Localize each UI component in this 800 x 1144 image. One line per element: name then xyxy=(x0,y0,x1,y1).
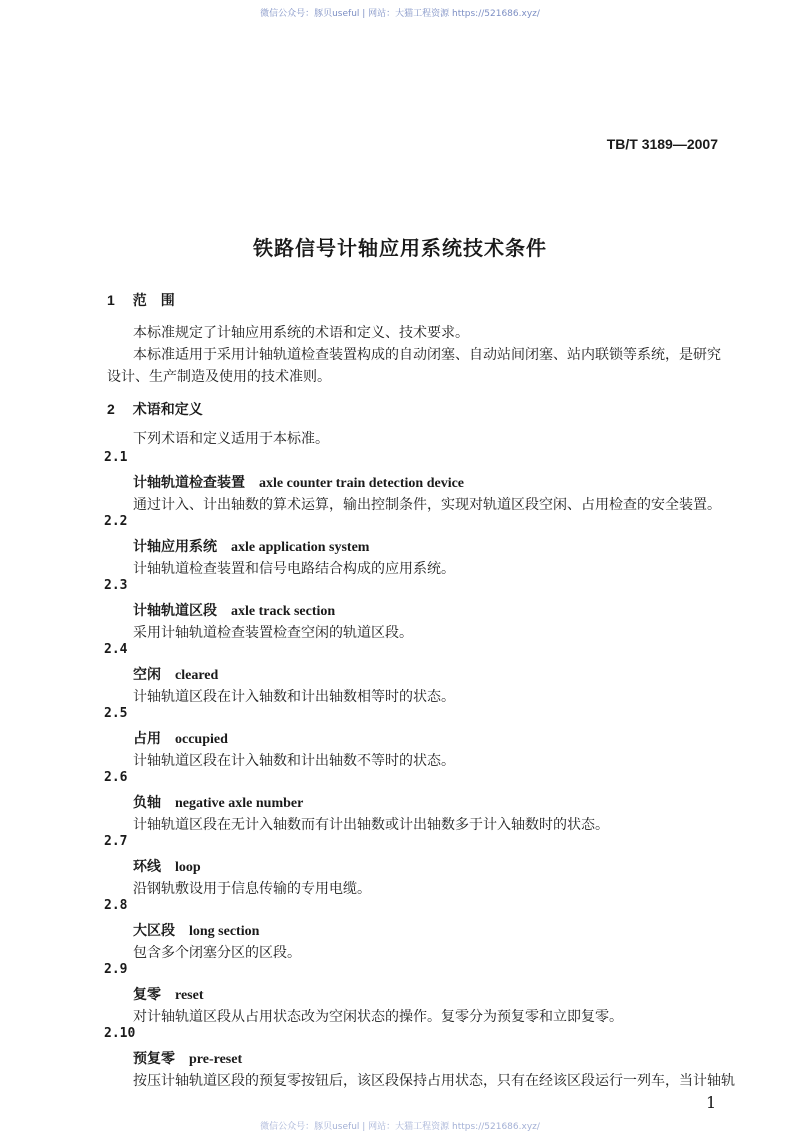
term-number: 2.8 xyxy=(104,898,128,913)
term-heading xyxy=(133,728,228,748)
term-entry xyxy=(0,706,800,770)
term-definition: 计轴轨道检查装置和信号电路结合构成的应用系统。 xyxy=(133,561,455,577)
term-number: 2.3 xyxy=(104,578,128,593)
page-number: 1 xyxy=(706,1093,717,1112)
term-zh: 计轴轨道区段 xyxy=(133,603,217,619)
term-definition: 计轴轨道区段在计入轴数和计出轴数不等时的状态。 xyxy=(133,753,455,769)
term-zh: 计轴轨道检查装置 xyxy=(133,475,245,491)
term-definition: 通过计入、计出轴数的算术运算，输出控制条件，实现对轨道区段空闲、占用检查的安全装置。 xyxy=(133,497,721,513)
term-zh: 环线 xyxy=(133,859,161,875)
paragraph: 本标准规定了计轴应用系统的术语和定义、技术要求。 xyxy=(133,325,469,341)
term-entry xyxy=(0,578,800,642)
term-en: occupied xyxy=(175,732,228,747)
term-zh: 预复零 xyxy=(133,1051,175,1067)
term-en: negative axle number xyxy=(175,796,304,811)
term-en: axle application system xyxy=(231,540,370,555)
term-definition: 沿钢轨敷设用于信息传输的专用电缆。 xyxy=(133,881,371,897)
paragraph: 本标准适用于采用计轴轨道检查装置构成的自动闭塞、自动站间闭塞、站内联锁等系统，是研究设计、生产制造及使用的技术准则。 xyxy=(107,347,721,385)
term-en: loop xyxy=(175,860,201,875)
section-number: 1 xyxy=(107,292,115,308)
section-number: 2 xyxy=(107,401,115,417)
term-en: long section xyxy=(189,924,260,939)
term-en: cleared xyxy=(175,668,219,683)
term-entry xyxy=(0,450,800,514)
term-list xyxy=(0,450,800,1090)
term-zh: 空闲 xyxy=(133,667,161,683)
term-definition: 对计轴轨道区段从占用状态改为空闲状态的操作。复零分为预复零和立即复零。 xyxy=(133,1009,623,1025)
document-title: 铁路信号计轴应用系统技术条件 xyxy=(253,236,547,260)
section-title: 范 围 xyxy=(132,293,175,309)
term-number: 2.1 xyxy=(104,450,128,465)
term-heading xyxy=(133,856,201,876)
term-definition: 计轴轨道区段在计入轴数和计出轴数相等时的状态。 xyxy=(133,689,455,705)
watermark-bottom: 微信公众号：豚贝useful | 网站：大猫工程资源 https://521686.xyz/ xyxy=(260,1122,540,1132)
term-heading xyxy=(133,472,464,492)
term-entry xyxy=(0,1026,800,1090)
term-definition: 按压计轴轨道区段的预复零按钮后，该区段保持占用状态，只有在经该区段运行一列车，当计轴轨 xyxy=(133,1073,735,1089)
term-number: 2.6 xyxy=(104,770,128,785)
term-heading xyxy=(133,664,218,684)
term-number: 2.2 xyxy=(104,514,128,529)
term-zh: 负轴 xyxy=(133,795,161,811)
term-heading xyxy=(133,600,335,620)
term-entry xyxy=(0,962,800,1026)
term-en: axle track section xyxy=(231,604,336,619)
standard-number: TB/T 3189—2007 xyxy=(606,136,718,152)
term-number: 2.7 xyxy=(104,834,128,849)
term-number: 2.5 xyxy=(104,706,128,721)
term-entry xyxy=(0,834,800,898)
term-number: 2.10 xyxy=(104,1026,136,1041)
term-zh: 复零 xyxy=(133,987,161,1003)
term-heading xyxy=(133,536,369,556)
term-entry xyxy=(0,770,800,834)
section-2-heading xyxy=(107,399,203,419)
section-1-heading xyxy=(107,290,175,310)
section-title: 术语和定义 xyxy=(132,402,203,418)
term-entry xyxy=(0,898,800,962)
term-definition: 包含多个闭塞分区的区段。 xyxy=(133,945,301,961)
watermark-top: 微信公众号：豚贝useful | 网站：大猫工程资源 https://521686.xyz/ xyxy=(260,9,540,19)
term-heading xyxy=(133,984,204,1004)
term-zh: 大区段 xyxy=(133,923,175,939)
term-zh: 占用 xyxy=(133,731,161,747)
term-heading xyxy=(133,920,259,940)
term-heading xyxy=(133,1048,242,1068)
paragraph: 下列术语和定义适用于本标准。 xyxy=(133,431,329,447)
term-heading xyxy=(133,792,303,812)
term-number: 2.9 xyxy=(104,962,128,977)
term-en: pre-reset xyxy=(189,1052,243,1067)
term-zh: 计轴应用系统 xyxy=(133,539,217,555)
term-entry xyxy=(0,514,800,578)
term-definition: 计轴轨道区段在无计入轴数而有计出轴数或计出轴数多于计入轴数时的状态。 xyxy=(133,817,609,833)
term-entry xyxy=(0,642,800,706)
term-number: 2.4 xyxy=(104,642,128,657)
term-en: axle counter train detection device xyxy=(259,476,465,491)
term-definition: 采用计轴轨道检查装置检查空闲的轨道区段。 xyxy=(133,625,413,641)
term-en: reset xyxy=(175,988,204,1003)
